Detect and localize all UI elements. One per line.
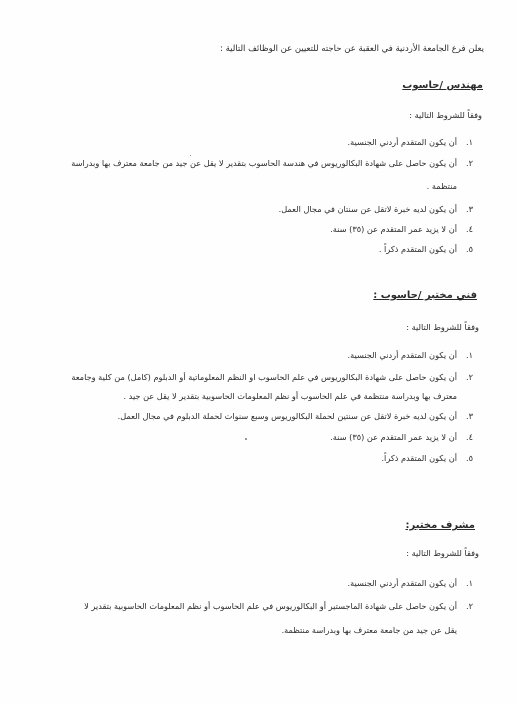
section-heading-lab-technician: فني مختبر /حاسوب : <box>373 290 477 301</box>
intro-text: يعلن فرع الجامعة الأردنية في العقبة عن حاجته للتعيين عن الوظائف التالية : <box>220 44 484 54</box>
list-item: ٣.أن يكون لديه خبرة لاتقل عن سنتان في مجال العمل. <box>278 204 473 214</box>
conditions-label: وفقاً للشروط التالية : <box>406 548 479 558</box>
list-item-continuation: يقل عن جيد من جامعة معترف بها وبدراسة منتظمة. <box>281 625 457 635</box>
list-item-continuation: معترف بها وبدراسة منتظمة في علم الحاسوب أو نظم المعلومات الحاسوبية بتقدير لا يقل عن جيد . <box>123 391 457 401</box>
list-item: ١.أن يكون المتقدم أردني الجنسية. <box>347 350 473 360</box>
section-heading-lab-supervisor: مشرف مختبر: <box>405 520 475 531</box>
list-item: ٢.أن يكون حاصل على شهادة البكالوريوس في علم الحاسوب او النظم المعلوماتية أو الدبلوم (كامل) من كلية وجامعة <box>71 372 473 382</box>
list-item-continuation: منتظمة . <box>426 181 457 191</box>
list-item: ٤.أن لا يزيد عمر المتقدم عن (٣٥) سنة. <box>330 432 473 442</box>
scan-speck <box>245 438 247 440</box>
conditions-label: وفقاً للشروط التالية : <box>406 322 479 332</box>
list-item: ١.أن يكون المتقدم أردني الجنسية. <box>347 578 473 588</box>
list-item: ٢.أن يكون حاصل على شهادة البكالوريوس في هندسة الحاسوب بتقدير لا يقل عن جيد من جامعة معترف بها وبدراسة <box>71 158 473 168</box>
scan-speck <box>190 155 191 156</box>
list-item: ١.أن يكون المتقدم أردني الجنسية. <box>347 137 473 147</box>
list-item: ٥.أن يكون المتقدم ذكراً. <box>381 453 473 463</box>
list-item: ٣.أن يكون لديه خبرة لاتقل عن سنتين لحملة البكالوريوس وسبع سنوات لحملة الدبلوم في مجال العمل. <box>117 411 473 421</box>
list-item: ٢.أن يكون حاصل على شهادة الماجستير أو البكالوريوس في علم الحاسوب أو نظم المعلومات الحاسوبية بتقدير لا <box>84 601 473 611</box>
section-heading-computer-engineer: مهندس /حاسوب <box>402 80 483 91</box>
list-item: ٤.أن لا يزيد عمر المتقدم عن (٣٥) سنة. <box>330 224 473 234</box>
list-item: ٥.أن يكون المتقدم ذكراً . <box>378 244 473 254</box>
conditions-label: وفقاً للشروط التالية : <box>409 110 482 120</box>
